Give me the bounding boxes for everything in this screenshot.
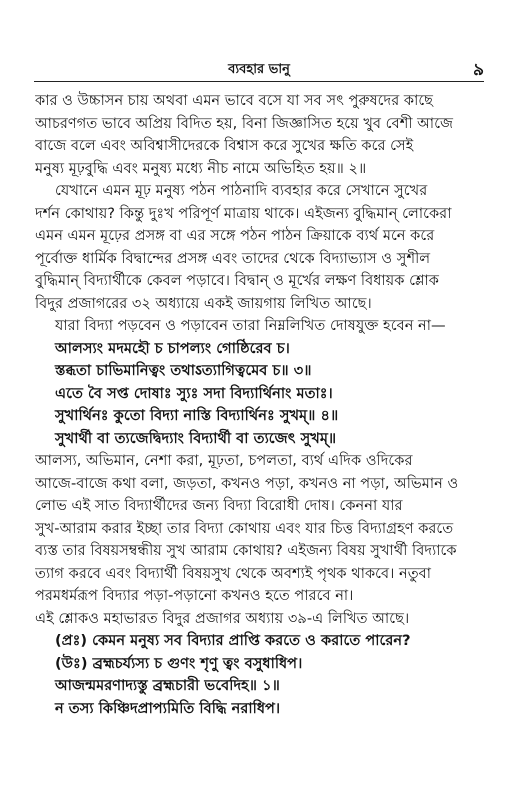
text-line: দর্শন কোথায়? কিন্তু দুঃখ পরিপূর্ণ মাত্রায় থাকে। এইজন্য বুদ্ধিমান্ লোকেরা <box>35 204 452 222</box>
text-line: এই শ্লোকও মহাভারত বিদুর প্রজাগর অধ্যায় ৩৯-এ লিখিত আছে। <box>35 609 410 627</box>
text-line: এমন এমন মূঢ়ের প্রসঙ্গ বা এর সঙ্গে পঠন পাঠন ক্রিয়াকে ব্যর্থ মনে করে <box>35 227 435 244</box>
text-line: পূর্বোক্ত ধার্মিক বিদ্বান্দের প্রসঙ্গ এবং তাদের থেকে বিদ্যাভ্যাস ও সুশীল <box>35 249 431 267</box>
text-line: আজে-বাজে কথা বলা, জড়তা, কখনও পড়া, কখনও না পড়া, অভিমান ও <box>35 474 459 492</box>
page-header <box>34 60 484 84</box>
shloka-line: আজন্মমরণাদ্যস্তু ব্রহ্মচারী ভবেদিহ॥ ১॥ <box>55 677 280 694</box>
text-line: বুদ্ধিমান্ বিদ্যার্থীকে কেবল পড়াবে। বিদ্বান্ ও মূর্খের লক্ষণ বিধায়ক শ্লোক <box>35 272 439 289</box>
text-line: বিদুর প্রজাগরের ৩২ অধ্যায়ে একই জায়গায় লিখিত আছে। <box>35 294 372 312</box>
shloka-line: (প্রঃ) কেমন মনুষ্য সব বিদ্যার প্রাপ্তি করতে ও করাতে পারেন? <box>55 632 411 649</box>
text-line: কার ও উচ্চাসন চায় অথবা এমন ভাবে বসে যা সব সৎ পুরুষদের কাছে <box>35 92 434 109</box>
page-number: ৯ <box>472 60 484 80</box>
text-line: সুখ-আরাম করার ইচ্ছা তার বিদ্যা কোথায় এবং যার চিত্ত বিদ্যাগ্রহণ করতে <box>35 519 454 537</box>
page-body <box>35 90 488 720</box>
shloka-line: আলস্যং মদমহৌ চ চাপল্যং গোষ্ঠিরেব চ। <box>55 339 290 357</box>
text-line: মনুষ্য মূঢ়বুদ্ধি এবং মনুষ্য মধ্যে নীচ নামে অভিহিত হয়॥ ২॥ <box>35 159 367 177</box>
text-line: ত্যাগ করবে এবং বিদ্যার্থী বিষয়সুখ থেকে অবশ্যই পৃথক থাকবে। নতুবা <box>35 564 432 582</box>
shloka-line: সুখার্থী বা ত্যজেদ্বিদ্যাং বিদ্যার্থী বা ত্যজেৎ সুখম্॥ <box>55 429 337 447</box>
text-line: আচরণগত ভাবে অপ্রিয় বিদিত হয়, বিনা জিজ্ঞাসিত হয়ে খুব বেশী আজে <box>35 114 454 132</box>
running-title: ব্যবহার ভানু <box>228 62 290 77</box>
text-line: ব্যস্ত তার বিষয়সম্বন্ধীয় সুখ আরাম কোথায়? এইজন্য বিষয় সুখার্থী বিদ্যাকে <box>35 542 457 559</box>
text-line: যারা বিদ্যা পড়বেন ও পড়াবেন তারা নিম্নলিখিত দোষযুক্ত হবেন না— <box>55 317 446 334</box>
text-line: বাজে বলে এবং অবিশ্বাসীদেরকে বিশ্বাস করে সুখের ক্ষতি করে সেই <box>35 137 414 154</box>
shloka-line: এতে বৈ সপ্ত দোষাঃ স্যুঃ সদা বিদ্যার্থিনাং মতাঃ। <box>55 384 333 402</box>
text-line: লোভ এই সাত বিদ্যার্থীদের জন্য বিদ্যা বিরোধী দোষ। কেননা যার <box>35 497 403 514</box>
header-rule <box>34 81 484 82</box>
text-line: আলস্য, অভিমান, নেশা করা, মূঢ়তা, চপলতা, ব্যর্থ এদিক ওদিকের <box>35 452 413 469</box>
shloka-line: স্তব্ধতা চাভিমানিত্বং তথাऽত্যাগিত্বমেব চ॥ ৩॥ <box>55 362 312 379</box>
shloka-line: (উঃ) ব্রহ্মচর্য্যস্য চ গুণং শৃণু ত্বং বসুধাধিপ। <box>55 654 303 672</box>
text-line: যেখানে এমন মূঢ় মনুষ্য পঠন পাঠনাদি ব্যবহার করে সেখানে সুখের <box>55 182 428 199</box>
text-line: পরমধর্মরূপ বিদ্যার পড়া-পড়ানো কখনও হতে পারবে না। <box>35 587 354 604</box>
shloka-line: সুখার্থিনঃ কুতো বিদ্যা নাস্তি বিদ্যার্থিনঃ সুখম্॥ ৪॥ <box>55 407 339 424</box>
shloka-line: ন তস্য কিঞ্চিদপ্রাপ্যমিতি বিদ্ধি নরাধিপ। <box>55 699 281 717</box>
